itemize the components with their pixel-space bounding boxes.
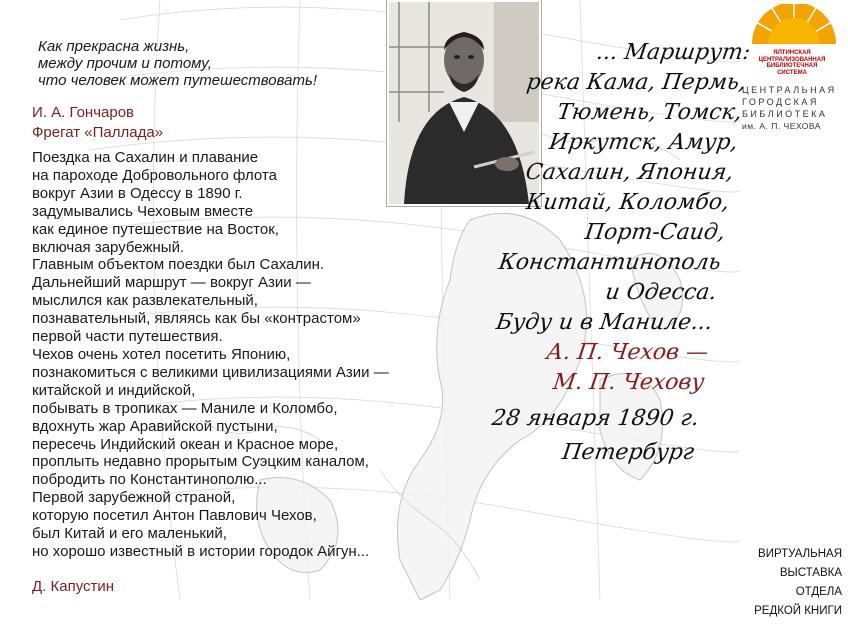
- route-recipient: М. П. Чеховy: [551, 370, 706, 395]
- body-line: побывать в тропиках — Маниле и Коломбо,: [32, 399, 338, 417]
- quote-line: Как прекрасна жизнь,: [38, 38, 190, 55]
- route-line: Иркутск, Амур,: [547, 130, 740, 155]
- article-signature: Д. Капустин: [32, 578, 115, 595]
- route-line: и Одесса.: [603, 280, 719, 305]
- body-line: китайской и индийской,: [32, 381, 196, 399]
- body-line: как единое путешествие на Восток,: [32, 220, 279, 238]
- body-line: проплыть недавно прорытым Суэцким каналом,: [32, 453, 369, 471]
- quote-line: что человек может путешествовать!: [38, 72, 318, 89]
- route-city: Петербург: [560, 440, 696, 465]
- body-line: первой части путешествия.: [32, 328, 223, 346]
- body-line: Чехов очень хотел посетить Японию,: [32, 345, 291, 363]
- route-line: Константинополь: [497, 250, 723, 275]
- sun-icon: [742, 4, 846, 44]
- quote-line: между прочим и потому,: [38, 55, 212, 72]
- body-line: Поездка на Сахалин и плавание: [32, 149, 259, 166]
- body-line: на пароходе Добровольного флота: [32, 166, 277, 184]
- body-line: был Китай и его маленький,: [32, 525, 227, 543]
- body-line: познакомиться с великими цивилизациями Азии —: [32, 363, 389, 381]
- body-line: Дальнейший маршрут — вокруг Азии —: [32, 274, 311, 292]
- logo-lib-line: БИБЛИОТЕКА: [742, 109, 828, 119]
- body-line: пересечь Индийский океан и Красное море,: [32, 435, 339, 453]
- quote-author: И. А. Гончаров: [32, 104, 135, 121]
- route-line: Сахалин, Япония,: [524, 160, 736, 185]
- body-line: вдохнуть жар Аравийской пустыни,: [32, 417, 278, 435]
- route-line: Буду и в Маниле...: [494, 310, 714, 335]
- route-line: Тюмень, Томск,: [555, 100, 744, 125]
- exhibition-line: ВЫСТАВКА: [779, 567, 842, 579]
- body-line: мыслился как развлекательный,: [32, 292, 258, 310]
- body-line: Первой зарубежной страной,: [32, 489, 236, 507]
- logo-org-line: БИБЛИОТЕЧНАЯ: [766, 63, 818, 69]
- logo-library-name: [742, 84, 846, 132]
- logo-org-line: СИСТЕМА: [777, 69, 807, 76]
- body-line: познавательный, являясь как бы «контрастом»: [32, 310, 361, 328]
- route-line: река Кама, Пермь,: [524, 70, 748, 95]
- quote-work: Фрегат «Паллада»: [32, 124, 164, 141]
- body-text: [32, 149, 462, 561]
- exhibition-line: РЕДКОЙ КНИГИ: [754, 605, 842, 617]
- route-sender: А. П. Чехов —: [544, 340, 710, 365]
- logo-org-name: [742, 50, 842, 76]
- body-line: задумывались Чеховым вместе: [32, 202, 254, 220]
- body-line: вокруг Азии в Одессу в 1890 г.: [32, 184, 243, 202]
- logo-org-line: ЯЛТИНСКАЯ ЦЕНТРАЛИЗОВАННАЯ: [758, 50, 826, 63]
- library-logo: [742, 4, 846, 132]
- route-line: Порт-Саид,: [583, 220, 727, 245]
- logo-lib-line: ЦЕНТРАЛЬНАЯ: [742, 85, 837, 95]
- body-line: которую посетил Антон Павлович Чехов,: [32, 507, 317, 525]
- route-line: Китай, Коломбо,: [524, 190, 731, 215]
- logo-lib-line: ГОРОДСКАЯ: [742, 97, 819, 107]
- route-date: 28 января 1890 г.: [490, 406, 701, 431]
- logo-lib-line: им. А. П. ЧЕХОВА: [742, 121, 821, 131]
- route-handwriting: [392, 38, 752, 468]
- body-line: Главным объектом поездки был Сахалин.: [32, 256, 325, 274]
- body-line: но хорошо известный в истории городок Айгун...: [32, 542, 370, 560]
- body-line: включая зарубежный.: [32, 238, 185, 256]
- epigraph-quote: [38, 38, 378, 89]
- exhibition-line: ВИРТУАЛЬНАЯ: [758, 548, 842, 560]
- route-line: ... Маршрут:: [594, 40, 752, 65]
- quote-source: [32, 103, 163, 143]
- exhibition-label: [754, 545, 842, 621]
- body-line: побродить по Константинополю...: [32, 471, 267, 489]
- exhibition-line: ОТДЕЛА: [795, 586, 842, 598]
